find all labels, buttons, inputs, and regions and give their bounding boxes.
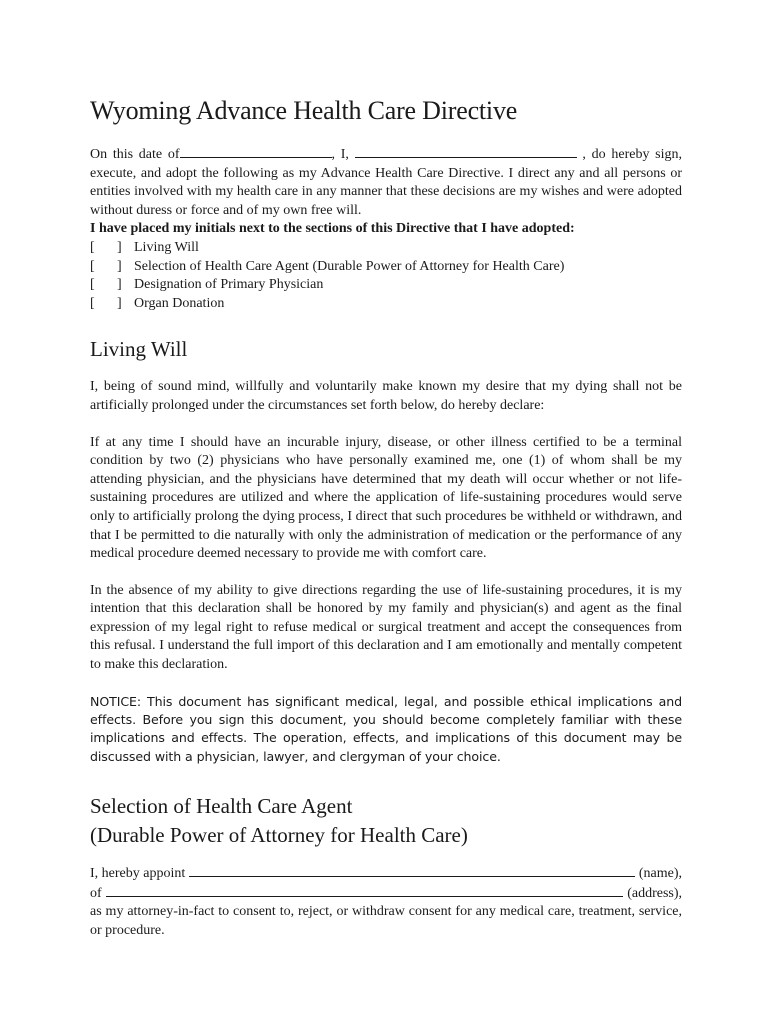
agent-name-blank[interactable]: [189, 864, 635, 877]
intro-rest: execute, and adopt the following as my Advance Health Care Directive. I direct any and all persons or entities involved with my health care in any manner that these decisions are my wishes and were adopted without duress or force and of my own free will.: [90, 165, 682, 218]
initial-box-open: [: [90, 239, 95, 255]
document-title: Wyoming Advance Health Care Directive: [90, 96, 518, 125]
date-blank[interactable]: [180, 145, 332, 158]
agent-heading-line1: Selection of Health Care Agent: [90, 794, 353, 819]
intro-date-label: On this date of: [90, 147, 180, 162]
sections-checklist: [90, 239, 682, 313]
checklist-item-primary-physician[interactable]: [90, 276, 682, 295]
initial-box-close: ]: [117, 277, 122, 293]
checklist-label: Selection of Health Care Agent (Durable Power of Attorney for Health Care): [134, 258, 565, 274]
appoint-name-suffix: (name),: [638, 866, 682, 882]
notice-paragraph: NOTICE: This document has significant medical, legal, and possible ethical implications and effects. Before you sign this document, you should become completely familiar with these implications and effects. The operation, effects, and implications of this document may be discussed with a physician, lawyer, and clergyman of your choice.: [90, 693, 682, 764]
initial-box-close: ]: [117, 295, 122, 311]
initial-box-close: ]: [117, 258, 122, 274]
address-row: [90, 884, 682, 904]
address-suffix: (address),: [627, 885, 682, 901]
checklist-item-organ-donation[interactable]: [90, 295, 682, 314]
checklist-item-health-care-agent[interactable]: [90, 258, 682, 277]
appoint-label: I, hereby appoint: [90, 866, 186, 882]
checklist-item-living-will[interactable]: [90, 239, 682, 258]
living-will-declaration: I, being of sound mind, willfully and voluntarily make known my desire that my dying shall not be artificially prolonged under the circumstances set forth below, do hereby declare:: [90, 379, 682, 413]
declarant-name-blank[interactable]: [355, 145, 577, 158]
living-will-absence-of-ability: In the absence of my ability to give directions regarding the use of life-sustaining procedures, it is my intention that this declaration shall be honored by my family and physician(s) and agent as the final expression of my legal right to refuse medical or surgical treatment and accept the consequences from this refusal. I understand the full import of this declaration and I am emotionally and mentally competent to make this declaration.: [90, 582, 682, 673]
living-will-terminal-condition: If at any time I should have an incurable injury, disease, or other illness certified to be a terminal condition by two (2) physicians who have personally examined me, one (1) of whom shall be my attending physician, and the physicians have determined that my death will occur whether or not life-sustaining procedures are utilized and where the application of life-sustaining procedures would serve only to artificially prolong the dying process, I direct that such procedures be withheld or withdrawn, and that I be permitted to die naturally with only the administration of medication or the performance of any medical procedure deemed necessary to provide me with comfort care.: [90, 434, 682, 562]
of-label: of: [90, 885, 102, 901]
checklist-label: Living Will: [134, 239, 199, 255]
intro-paragraph: [90, 145, 682, 220]
agent-authority-text: as my attorney-in-fact to consent to, reject, or withdraw consent for any medical care, treatment, service, or procedure.: [90, 904, 682, 939]
initials-instruction: I have placed my initials next to the sections of this Directive that I have adopted:: [90, 221, 575, 237]
appoint-row: [90, 864, 682, 884]
initial-box-open: [: [90, 258, 95, 274]
initial-box-close: ]: [117, 239, 122, 255]
intro-name-label: , I,: [331, 147, 349, 162]
checklist-label: Designation of Primary Physician: [134, 277, 324, 293]
initial-box-open: [: [90, 277, 95, 293]
agent-heading-line2: (Durable Power of Attorney for Health Care): [90, 823, 468, 848]
intro-sign-label: , do hereby sign,: [582, 147, 683, 162]
checklist-label: Organ Donation: [134, 295, 225, 311]
initial-box-open: [: [90, 295, 95, 311]
agent-address-blank[interactable]: [106, 884, 624, 897]
living-will-heading: Living Will: [90, 337, 188, 362]
